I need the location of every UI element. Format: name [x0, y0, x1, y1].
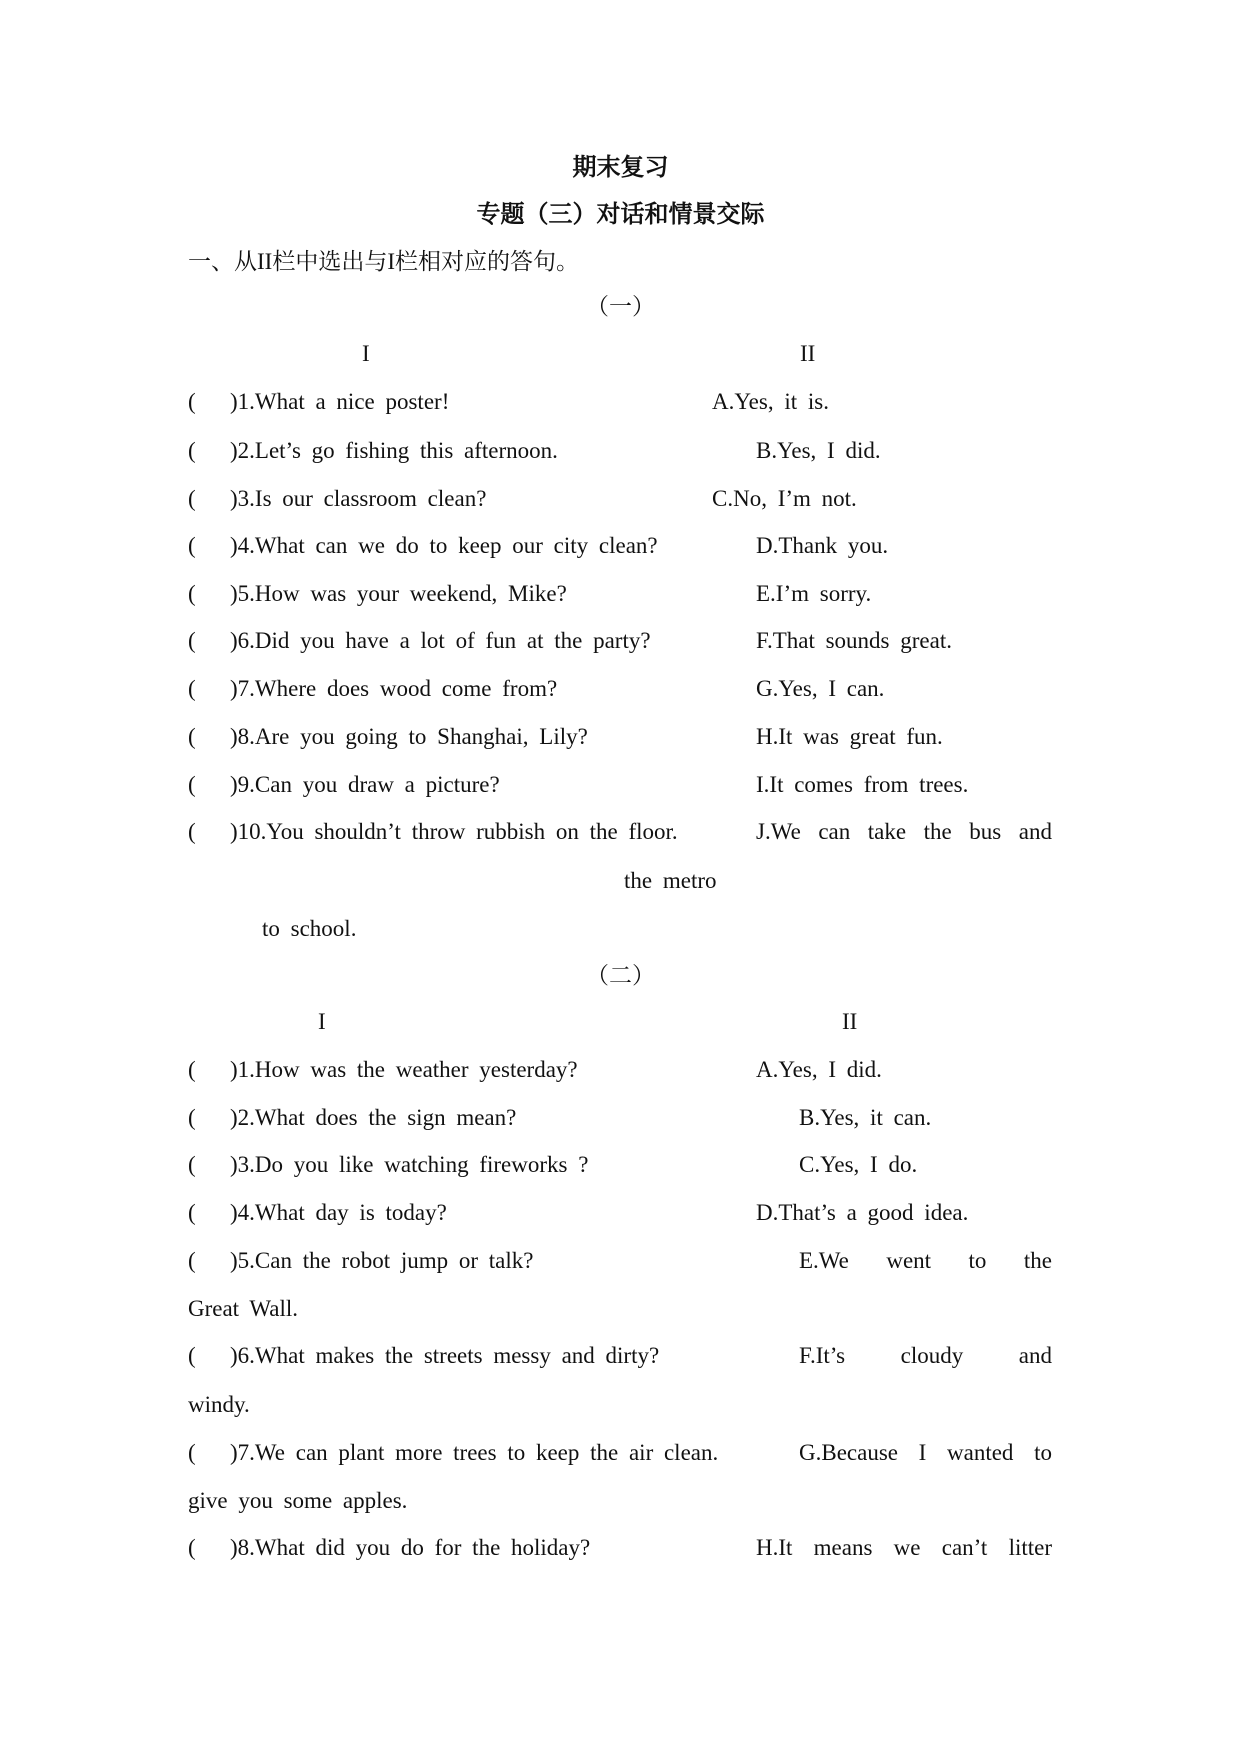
- question-3: )3.Is our classroom clean?: [230, 486, 487, 511]
- part1-col1-header: I: [362, 341, 370, 366]
- answer-blank[interactable]: (: [188, 389, 196, 414]
- part2-col1-header: I: [318, 1009, 326, 1034]
- answer-blank[interactable]: (: [188, 1343, 196, 1368]
- answer-blank[interactable]: (: [188, 772, 196, 797]
- question-4: )4.What can we do to keep our city clean?: [230, 533, 658, 558]
- answer-blank[interactable]: (: [188, 676, 196, 701]
- answer-option-7: G.Yes, I can.: [756, 676, 885, 701]
- answer-option-8: H.It means we can’t litter: [756, 1535, 1052, 1560]
- question-9: )9.Can you draw a picture?: [230, 772, 500, 797]
- question-2: )2.Let’s go fishing this afternoon.: [230, 438, 558, 463]
- answer-option-5: E.I’m sorry.: [756, 581, 872, 606]
- page-subtitle: 专题（三）对话和情景交际: [476, 202, 765, 228]
- answer-blank[interactable]: (: [188, 724, 196, 749]
- answer-option-6: F.It’s cloudy and: [799, 1343, 1052, 1368]
- part2-label: （二）: [586, 963, 655, 988]
- question-7: )7.We can plant more trees to keep the air clean.: [230, 1440, 719, 1465]
- question-3: )3.Do you like watching fireworks ?: [230, 1152, 589, 1177]
- answer-blank[interactable]: (: [188, 533, 196, 558]
- answer-option-1: A.Yes, it is.: [712, 389, 829, 414]
- answer-continuation: the metro: [624, 868, 717, 893]
- answer-option-2: B.Yes, I did.: [756, 438, 881, 463]
- answer-blank[interactable]: (: [188, 1152, 196, 1177]
- question-8: )8.What did you do for the holiday?: [230, 1535, 591, 1560]
- answer-blank[interactable]: (: [188, 1535, 196, 1560]
- question-4: )4.What day is today?: [230, 1200, 447, 1225]
- answer-option-3: C.No, I’m not.: [712, 486, 857, 511]
- question-2: )2.What does the sign mean?: [230, 1105, 517, 1130]
- answer-blank[interactable]: (: [188, 819, 196, 844]
- question-7: )7.Where does wood come from?: [230, 676, 558, 701]
- question-6: )6.Did you have a lot of fun at the party?: [230, 628, 651, 653]
- question-1: )1.What a nice poster!: [230, 389, 450, 414]
- page-title: 期末复习: [572, 155, 669, 181]
- answer-continuation: to school.: [262, 916, 357, 941]
- answer-option-6: F.That sounds great.: [756, 628, 952, 653]
- answer-option-5: E.We went to the: [799, 1248, 1052, 1273]
- answer-blank[interactable]: (: [188, 1248, 196, 1273]
- answer-blank[interactable]: (: [188, 581, 196, 606]
- question-6: )6.What makes the streets messy and dirty?: [230, 1343, 660, 1368]
- part1-col2-header: II: [800, 341, 816, 366]
- answer-option-4: D.Thank you.: [756, 533, 889, 558]
- answer-option-4: D.That’s a good idea.: [756, 1200, 969, 1225]
- answer-option-10: J.We can take the bus and: [756, 819, 1052, 844]
- question-1: )1.How was the weather yesterday?: [230, 1057, 578, 1082]
- answer-blank[interactable]: (: [188, 1200, 196, 1225]
- question-5: )5.Can the robot jump or talk?: [230, 1248, 534, 1273]
- answer-blank[interactable]: (: [188, 1057, 196, 1082]
- question-8: )8.Are you going to Shanghai, Lily?: [230, 724, 588, 749]
- answer-blank[interactable]: (: [188, 1440, 196, 1465]
- answer-blank[interactable]: (: [188, 628, 196, 653]
- instruction: 一、从II栏中选出与I栏相对应的答句。: [188, 249, 579, 274]
- answer-blank[interactable]: (: [188, 1105, 196, 1130]
- answer-option-1: A.Yes, I did.: [756, 1057, 882, 1082]
- part1-label: （一）: [586, 294, 655, 319]
- answer-continuation: give you some apples.: [188, 1488, 408, 1513]
- question-10: )10.You shouldn’t throw rubbish on the floor.: [230, 819, 678, 844]
- answer-option-3: C.Yes, I do.: [799, 1152, 918, 1177]
- answer-option-8: H.It was great fun.: [756, 724, 943, 749]
- answer-option-2: B.Yes, it can.: [799, 1105, 932, 1130]
- part2-col2-header: II: [842, 1009, 858, 1034]
- answer-continuation: Great Wall.: [188, 1296, 299, 1321]
- answer-blank[interactable]: (: [188, 486, 196, 511]
- answer-blank[interactable]: (: [188, 438, 196, 463]
- answer-option-7: G.Because I wanted to: [799, 1440, 1052, 1465]
- question-5: )5.How was your weekend, Mike?: [230, 581, 567, 606]
- answer-continuation: windy.: [188, 1392, 250, 1417]
- answer-option-9: I.It comes from trees.: [756, 772, 969, 797]
